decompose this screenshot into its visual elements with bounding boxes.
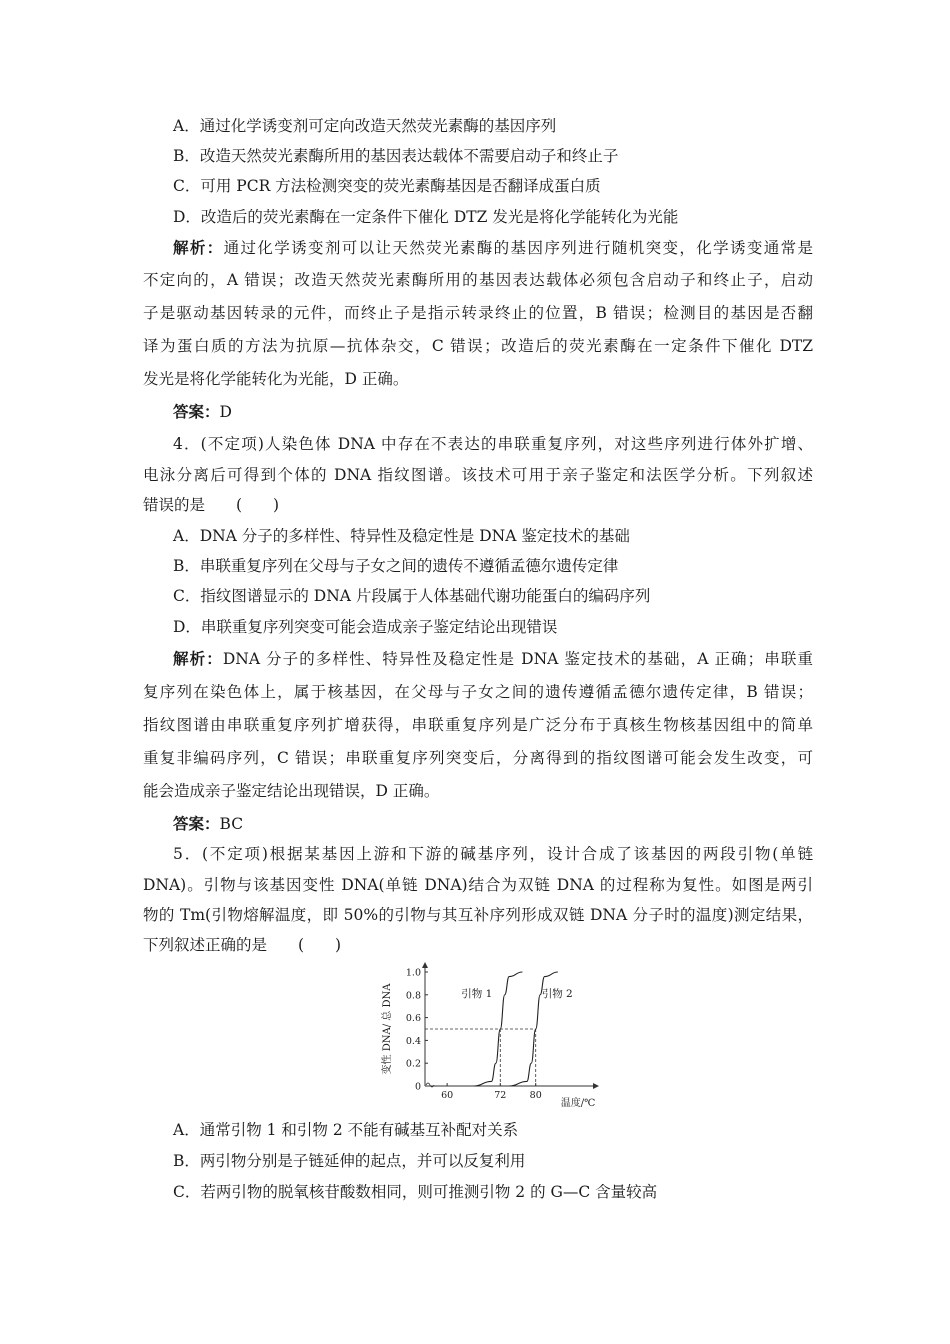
x-axis-arrow (593, 1083, 599, 1089)
q5-stem-line-3: 物的 Tm(引物熔解温度，即 50%的引物与其互补序列形成双链 DNA 分子时的温度)测定结果， (143, 906, 813, 924)
answer-label: 答案： (173, 814, 220, 833)
series-label-1: 引物 1 (461, 988, 493, 1001)
y-tick-label: 0 (414, 1081, 421, 1093)
q4-analysis-line-3: 指纹图谱由串联重复序列扩增获得，串联重复序列是广泛分布于真核生物核基因组中的简单 (143, 716, 813, 734)
analysis-label: 解析： (173, 649, 223, 668)
q3-option-b: B．改造天然荧光素酶所用的基因表达载体不需要启动子和终止子 (173, 147, 619, 165)
answer-value: BC (219, 815, 244, 833)
q4-analysis-line-5: 能会造成亲子鉴定结论出现错误，D 正确。 (143, 782, 440, 800)
x-axis-label: 温度/℃ (560, 1098, 596, 1109)
q5-stem-line-1: 5．(不定项)根据某基因上游和下游的碱基序列，设计合成了该基因的两段引物(单链 (173, 845, 813, 863)
series-label-2: 引物 2 (541, 988, 573, 1001)
q4-analysis-line-1 (173, 649, 813, 669)
q4-option-a: A．DNA 分子的多样性、特异性及稳定性是 DNA 鉴定技术的基础 (173, 527, 630, 545)
q4-stem-line-3: 错误的是 ( ) (143, 496, 280, 514)
q3-option-d: D．改造后的荧光素酶在一定条件下催化 DTZ 发光是将化学能转化为光能 (173, 208, 679, 226)
q5-option-c: C．若两引物的脱氧核苷酸数相同，则可推测引物 2 的 G—C 含量较高 (173, 1183, 658, 1201)
analysis-text: 通过化学诱变剂可以让天然荧光素酶的基因序列进行随机突变，化学诱变通常是 (223, 239, 813, 257)
q4-option-d: D．串联重复序列突变可能会造成亲子鉴定结论出现错误 (173, 618, 558, 636)
tm-chart (375, 960, 615, 1110)
q5-option-b: B．两引物分别是子链延伸的起点，并可以反复利用 (173, 1152, 526, 1170)
q4-option-b: B．串联重复序列在父母与子女之间的遗传不遵循孟德尔遗传定律 (173, 557, 619, 575)
y-tick-label: 0.4 (405, 1035, 421, 1047)
q3-analysis-line-3: 子是驱动基因转录的元件，而终止子是指示转录终止的位置，B 错误；检测目的基因是否翻 (143, 304, 813, 322)
q3-analysis-line-2: 不定向的，A 错误；改造天然荧光素酶所用的基因表达载体必须包含启动子和终止子，启动 (143, 271, 813, 289)
q5-stem-line-2: DNA)。引物与该基因变性 DNA(单链 DNA)结合为双链 DNA 的过程称为复性。如图是两引 (143, 876, 813, 894)
x-tick-label: 72 (494, 1090, 507, 1101)
x-tick-label: 80 (529, 1090, 542, 1101)
q3-analysis-line-5: 发光是将化学能转化为光能，D 正确。 (143, 370, 409, 388)
analysis-label: 解析： (173, 238, 224, 257)
q4-answer (173, 814, 813, 834)
q3-option-c: C．可用 PCR 方法检测突变的荧光素酶基因是否翻译成蛋白质 (173, 177, 601, 195)
q3-analysis-line-1 (173, 238, 813, 258)
q4-stem-line-2: 电泳分离后可得到个体的 DNA 指纹图谱。该技术可用于亲子鉴定和法医学分析。下列叙述 (143, 466, 813, 484)
y-axis-arrow (422, 962, 428, 968)
q3-answer (173, 402, 813, 422)
q4-option-c: C．指纹图谱显示的 DNA 片段属于人体基础代谢功能蛋白的编码序列 (173, 587, 651, 605)
q4-analysis-line-2: 复序列在染色体上，属于核基因，在父母与子女之间的遗传遵循孟德尔遗传定律，B 错误； (143, 683, 813, 701)
y-tick-label: 0.8 (405, 990, 421, 1002)
answer-value: D (219, 403, 232, 421)
q3-analysis-line-4: 译为蛋白质的方法为抗原—抗体杂交，C 错误；改造后的荧光素酶在一定条件下催化 DTZ (143, 337, 813, 355)
analysis-text: DNA 分子的多样性、特异性及稳定性是 DNA 鉴定技术的基础，A 正确；串联重 (222, 650, 813, 668)
q3-option-a: A．通过化学诱变剂可定向改造天然荧光素酶的基因序列 (173, 117, 557, 135)
q4-stem-line-1: 4．(不定项)人染色体 DNA 中存在不表达的串联重复序列，对这些序列进行体外扩增、 (173, 435, 813, 453)
y-tick-label: 0.6 (405, 1013, 421, 1025)
q4-analysis-line-4: 重复非编码序列，C 错误；串联重复序列突变后，分离得到的指纹图谱可能会发生改变，可 (143, 749, 813, 767)
y-tick-label: 1.0 (405, 967, 421, 979)
q5-stem-line-4: 下列叙述正确的是 ( ) (143, 936, 342, 954)
q5-option-a: A．通常引物 1 和引物 2 不能有碱基互补配对关系 (173, 1121, 519, 1139)
answer-label: 答案： (173, 402, 220, 421)
y-axis-label: 变性 DNA/ 总 DNA (382, 983, 393, 1075)
x-tick-label: 60 (441, 1090, 454, 1101)
y-tick-label: 0.2 (405, 1058, 421, 1070)
